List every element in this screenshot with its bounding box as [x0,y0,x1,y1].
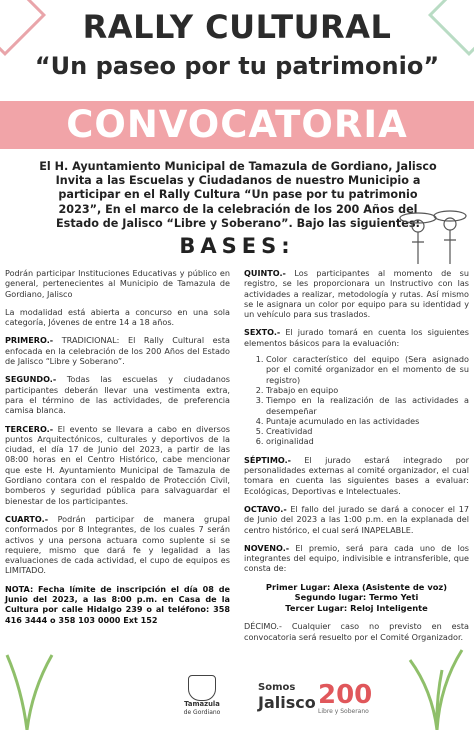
sexto-section: SEXTO.- El jurado tomará en cuenta los siguientes elementos básicos para la evaluación: [244,327,469,348]
tercero-section: TERCERO.- El evento se llevara a cabo en diversos puntos Arquitectónicos, culturales y deportivos de la ciudad, el día 17 de Junio del 2023, a partir de las 08:00 horas en el Centro Histórico, cabe mencionar que este H. Ayuntamiento Municipal de Tamazula de Gordiano contara con el respaldo de Protección Civil, bomberos y seguridad pública para salvaguardar el bienestar de los participantes. [5,423,230,506]
agave-illustration-left [2,640,62,730]
page-subtitle: “Un paseo por tu patrimonio” [34,52,440,80]
left-column [5,268,230,633]
criteria-item: 1. Color característico del equipo (Sera asignado por el comité organizador en el momento de su registro) [266,354,469,385]
primero-section: PRIMERO.- TRADICIONAL: El Rally Cultural esta enfocada en la celebración de los 200 Años del Estado de Jalisco “Libre y Soberano”. [5,335,230,367]
segundo-section: SEGUNDO.- Todas las escuelas y ciudadanos participantes deberán llevar una vestimenta extra, para el término de las actividades, de preferencia camisa blanca. [5,374,230,416]
registration-note: NOTA: Fecha límite de inscripción el día 08 de Junio del 2023, a las 8:00 p.m. en Casa de la Cultura por calle Hidalgo 239 o al teléfono: 358 416 3444 o 358 103 0000 Ext 152 [5,583,230,625]
second-prize: Segundo lugar: Termo Yeti [294,592,419,603]
cuarto-section: CUARTO.- Podrán participar de manera grupal conformados por 8 Integrantes, de los cuales 7 serán activos y una persona actuara como suplente si se requiere, mismo que dará fe y legalidad a las evaluaciones de cada actividad, el cupo de equipos es LIMITADO. [5,513,230,576]
criteria-item: 3. Tiempo en la realización de las actividades a desempeñar [266,395,469,416]
eligibility-text: Podrán participar Instituciones Educativas y público en general, pertenecientes al Municipio de Tamazula de Gordiano, Jalisco [5,268,230,299]
evaluation-criteria-list [244,354,469,447]
criteria-item: 2. Trabajo en equipo [266,385,469,395]
criteria-item: 5. Creatividad [266,426,469,436]
page-title: RALLY CULTURAL [82,8,392,46]
intro-paragraph: El H. Ayuntamiento Municipal de Tamazula de Gordiano, Jalisco Invita a las Escuelas y Ciudadanos de nuestro Municipio a participar en el Rally Cultura “Un pase por tu patrimonio 2023”, En el marco de la celebración de los 200 Años del Estado de Jalisco “Libre y Soberano”. Bajo las siguientes: [39,160,437,230]
third-prize: Tercer Lugar: Reloj Inteligente [285,602,428,613]
modality-text: La modalidad está abierta a concurso en una sola categoría, Jóvenes de entre 14 a 18 años. [5,306,230,328]
municipal-seal-icon [188,675,216,701]
agave-illustration-right [402,640,472,730]
banner-text: CONVOCATORIA [66,103,408,146]
septimo-section: SÉPTIMO.- El jurado estará integrado por personalidades externas al comité organizador, el cual tomara en cuenta las siguientes bases a evaluar: Ecológicas, Deportivas e Intelectuales. [244,454,469,496]
decimo-section: DÉCIMO.- Cualquier caso no previsto en esta convocatoria será resuelto por el Comité Organizador. [244,621,469,642]
right-column [244,268,469,650]
first-prize: Primer Lugar: Alexa (Asistente de voz) [265,581,448,592]
noveno-section: NOVENO.- El premio, será para cada uno de los integrantes del equipo, indivisible e intransferible, que consta de: [244,542,469,574]
octavo-section: OCTAVO.- El fallo del jurado se dará a conocer el 17 de Junio del 2023 a las 1:00 p.m. en la explanada del centro histórico, el cual será INAPELABLE. [244,503,469,535]
tamazula-logo: Tamazula de Gordiano [172,675,232,716]
bases-heading: BASES: [179,234,295,258]
criteria-item: 4. Puntaje acumulado en las actividades [266,416,469,426]
prize-list [244,582,469,614]
quinto-section: QUINTO.- Los participantes al momento de su registro, se les proporcionara un Instructivo con las actividades a realizar, metodología y rutas. Así mismo se le asignara un color por equipo para su identidad y un vehículo para sus traslados. [244,268,469,320]
criteria-item: 6. originalidad [266,436,469,446]
somos-jalisco-logo: Somos Jalisco 200 Libre y Soberano [258,680,373,715]
